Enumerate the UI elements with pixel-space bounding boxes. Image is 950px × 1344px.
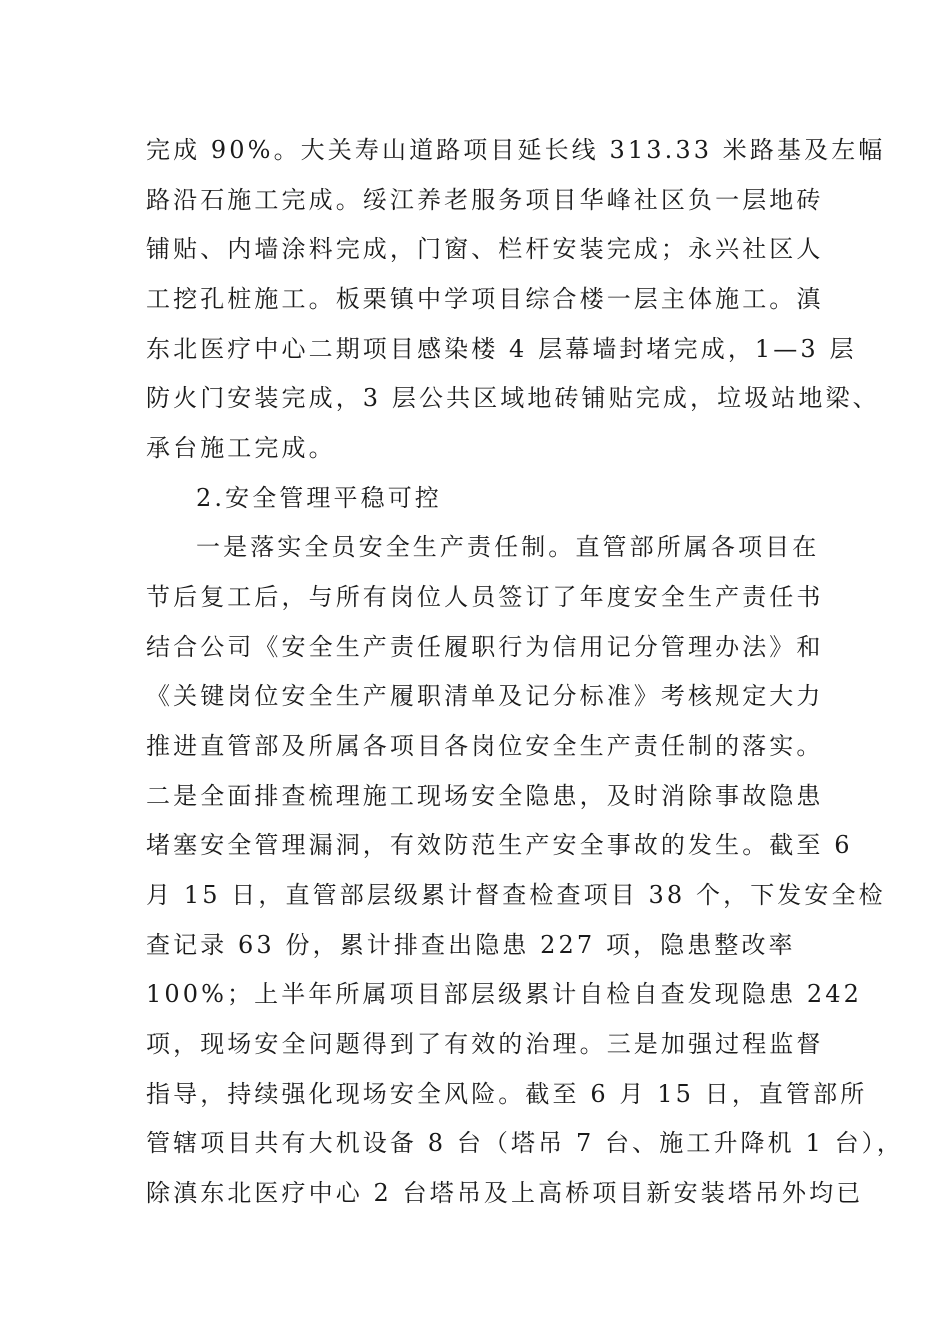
- text-line: 东北医疗中心二期项目感染楼 4 层幕墙封堵完成，1—3 层: [146, 335, 857, 363]
- text-line: 一是落实全员安全生产责任制。直管部所属各项目在: [196, 533, 820, 561]
- text-line: 除滇东北医疗中心 2 台塔吊及上高桥项目新安装塔吊外均已: [146, 1179, 864, 1207]
- text-line: 项，现场安全问题得到了有效的治理。三是加强过程监督: [146, 1030, 824, 1058]
- text-line: 路沿石施工完成。绥江养老服务项目华峰社区负一层地砖: [146, 186, 824, 214]
- text-line: 查记录 63 份，累计排查出隐患 227 项，隐患整改率: [146, 931, 796, 959]
- text-line: 铺贴、内墙涂料完成，门窗、栏杆安装完成；永兴社区人: [146, 235, 824, 263]
- text-line: 《关键岗位安全生产履职清单及记分标准》考核规定大力: [146, 682, 824, 710]
- text-line: 承台施工完成。: [146, 434, 336, 462]
- text-line: 推进直管部及所属各项目各岗位安全生产责任制的落实。: [146, 732, 824, 760]
- text-line: 指导，持续强化现场安全风险。截至 6 月 15 日，直管部所: [146, 1080, 868, 1108]
- text-line: 管辖项目共有大机设备 8 台（塔吊 7 台、施工升降机 1 台），: [146, 1129, 904, 1157]
- text-line: 节后复工后，与所有岗位人员签订了年度安全生产责任书: [146, 583, 824, 611]
- text-line: 100%；上半年所属项目部层级累计自检自查发现隐患 242: [146, 980, 862, 1008]
- text-line: 结合公司《安全生产责任履职行为信用记分管理办法》和: [146, 633, 824, 661]
- text-line: 堵塞安全管理漏洞，有效防范生产安全事故的发生。截至 6: [146, 831, 853, 859]
- text-line: 完成 90%。大关寿山道路项目延长线 313.33 米路基及左幅: [146, 136, 886, 164]
- text-line: 工挖孔桩施工。板栗镇中学项目综合楼一层主体施工。滇: [146, 285, 824, 313]
- text-line: 二是全面排查梳理施工现场安全隐患，及时消除事故隐患: [146, 782, 824, 810]
- text-line: 防火门安装完成，3 层公共区域地砖铺贴完成，垃圾站地梁、: [146, 384, 880, 412]
- section-heading: 2.安全管理平稳可控: [196, 484, 442, 512]
- text-line: 月 15 日，直管部层级累计督查检查项目 38 个，下发安全检: [146, 881, 886, 909]
